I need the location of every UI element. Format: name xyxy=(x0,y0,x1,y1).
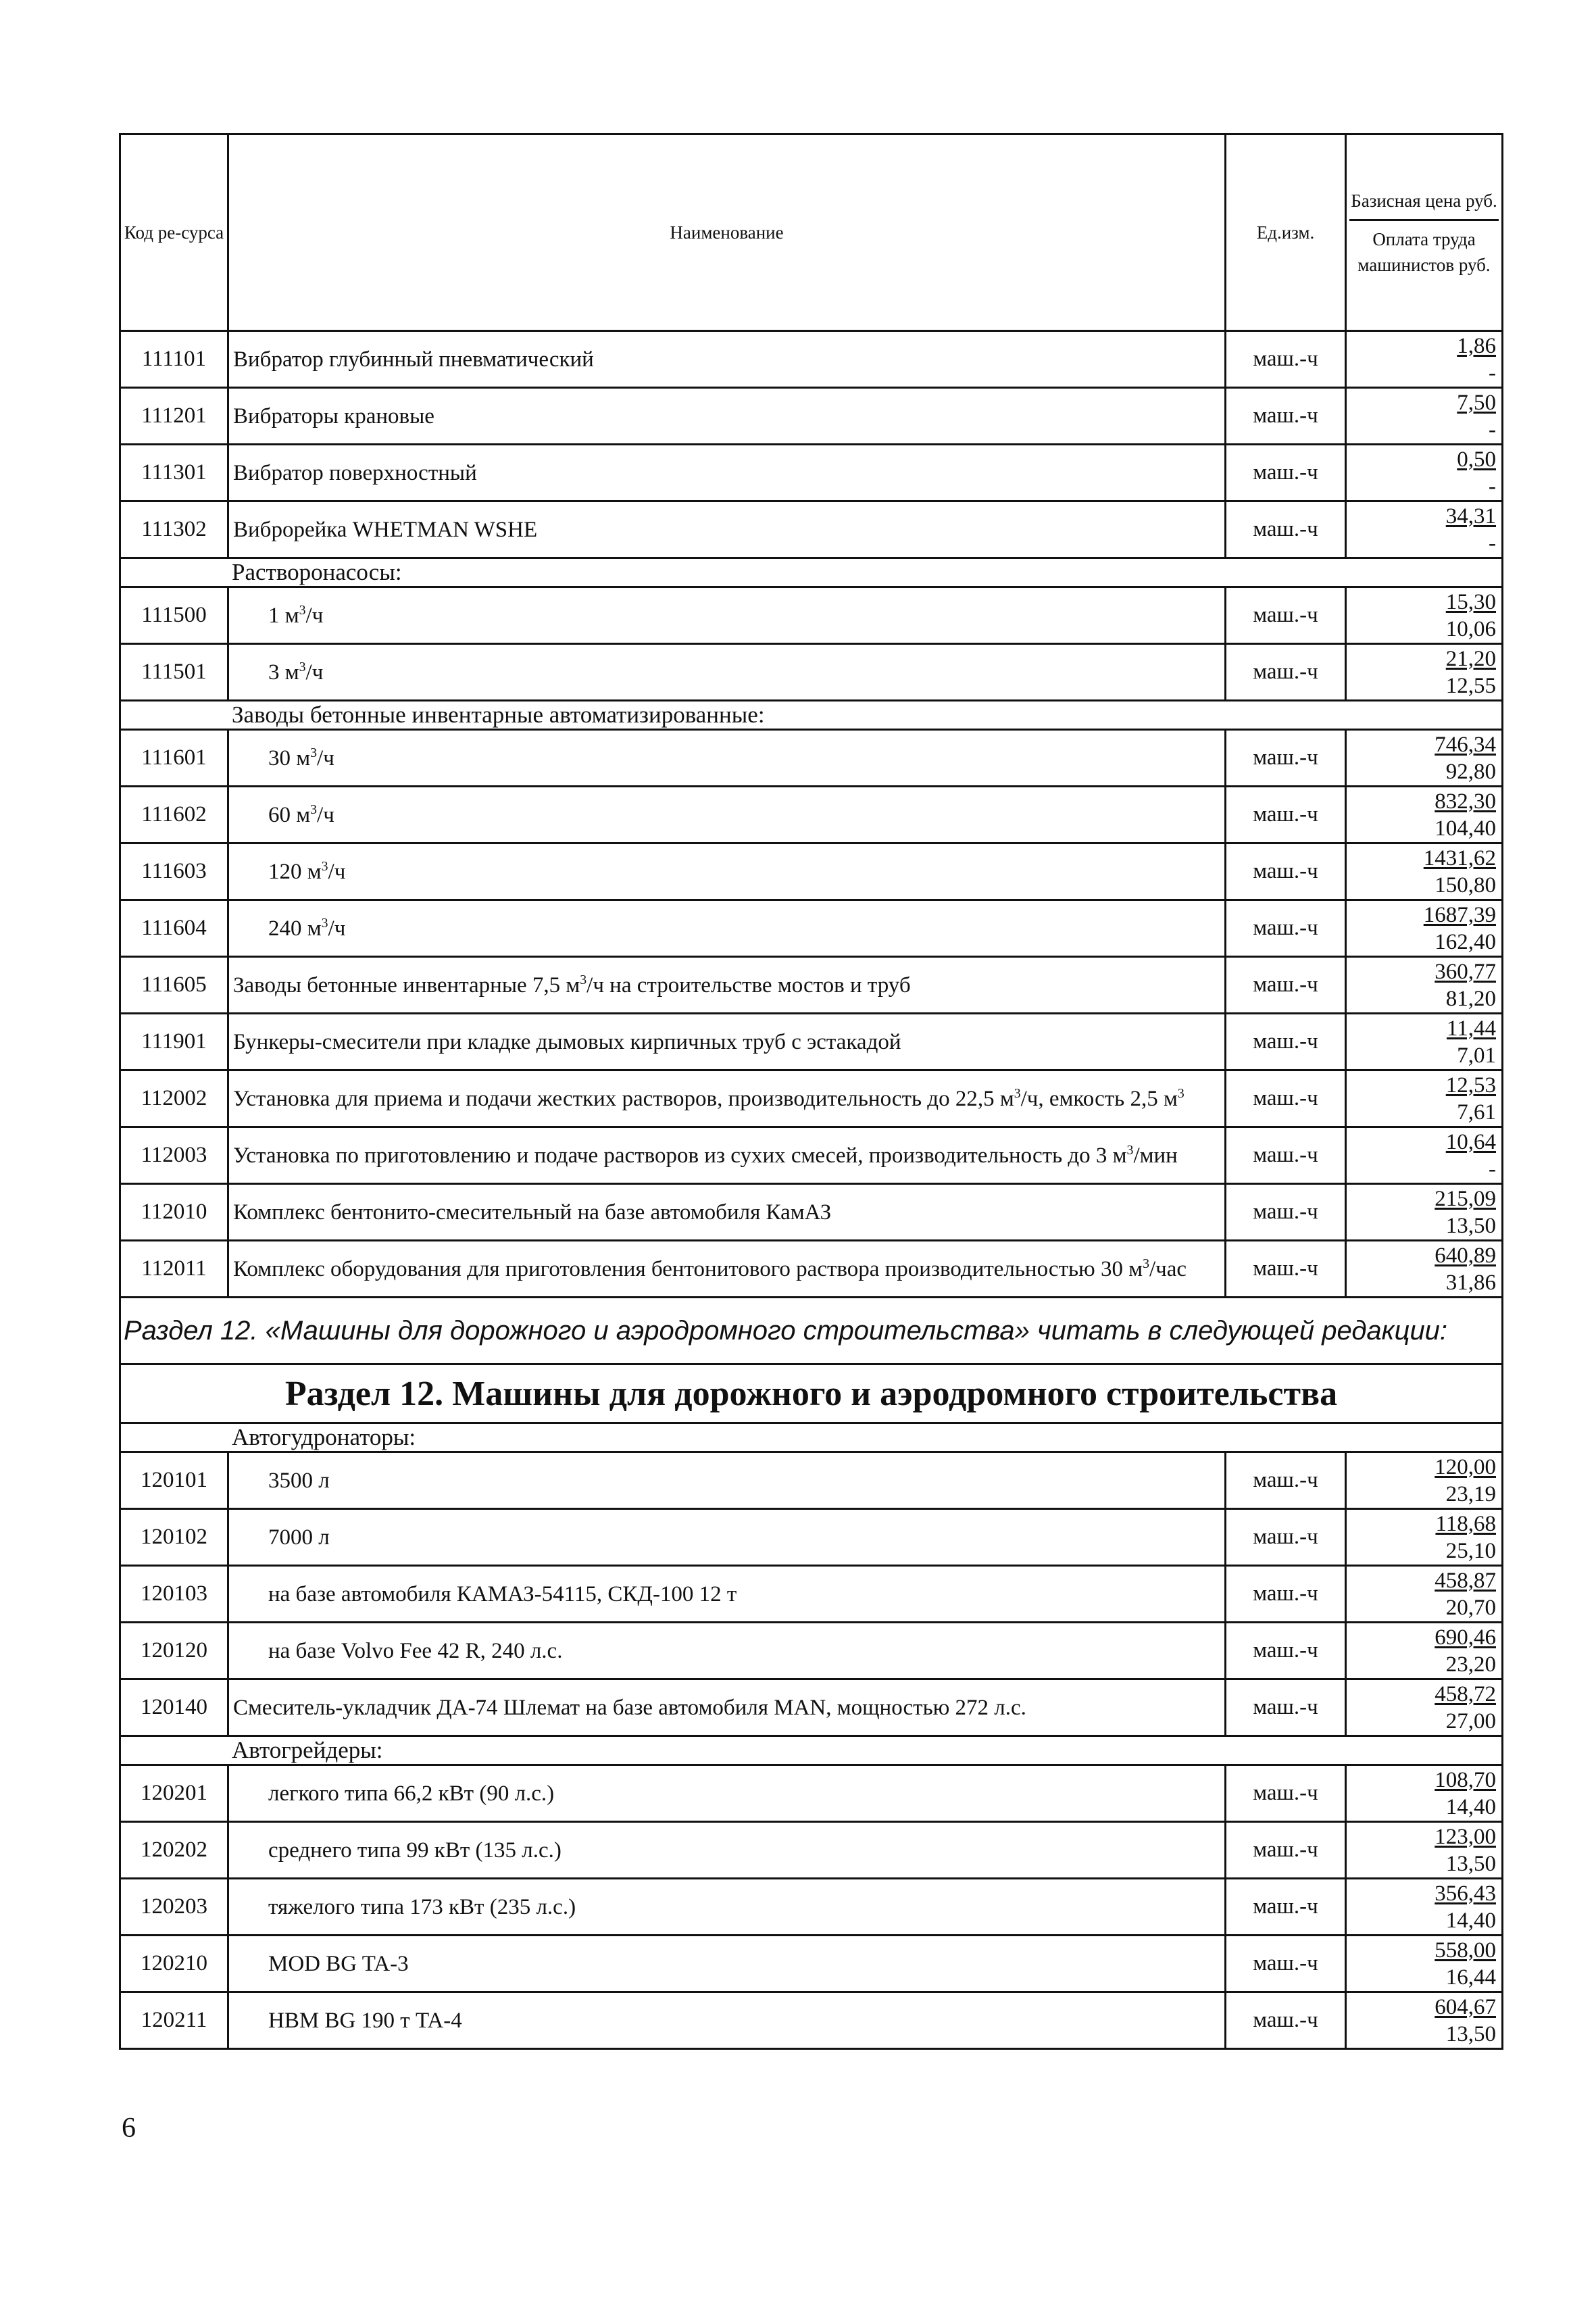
operator-labor-pay: 162,40 xyxy=(1435,929,1496,954)
resource-name: на базе автомобиля КАМАЗ-54115, СКД-100 12 т xyxy=(228,1566,1226,1623)
group-heading: Заводы бетонные инвентарные автоматизированные: xyxy=(120,701,1503,730)
base-price: 120,00 xyxy=(1435,1454,1496,1479)
resource-name: 30 $м^3/ч$ xyxy=(228,730,1226,787)
operator-labor-pay: - xyxy=(1489,417,1496,442)
price-cell xyxy=(1346,1679,1503,1736)
resource-code: 120211 xyxy=(120,1992,228,2049)
resource-code: 120120 xyxy=(120,1623,228,1679)
resource-code: 120203 xyxy=(120,1879,228,1936)
table-row xyxy=(120,1452,1503,1509)
resource-name: Заводы бетонные инвентарные 7,5 $м^3/ч$ на строительстве мостов и труб xyxy=(228,957,1226,1014)
base-price: 458,87 xyxy=(1435,1568,1496,1593)
operator-labor-pay: 23,20 xyxy=(1445,1652,1496,1677)
unit-of-measure: маш.-ч xyxy=(1226,1452,1346,1509)
resource-name: Комплекс бентонито-смесительный на базе автомобиля КамАЗ xyxy=(228,1184,1226,1241)
resource-code: 111602 xyxy=(120,787,228,843)
unit-of-measure: маш.-ч xyxy=(1226,1879,1346,1936)
base-price: 15,30 xyxy=(1445,589,1496,614)
price-cell xyxy=(1346,787,1503,843)
base-price: 360,77 xyxy=(1435,959,1496,984)
table-row xyxy=(120,1241,1503,1298)
header-labor-pay: Оплата труда машинистов руб. xyxy=(1357,228,1491,275)
price-cell xyxy=(1346,730,1503,787)
resource-name: MOD BG TA-3 xyxy=(228,1936,1226,1992)
resource-code: 120103 xyxy=(120,1566,228,1623)
group-heading: Автогудронаторы: xyxy=(120,1423,1503,1452)
resource-name: 3 $м^3/ч$ xyxy=(228,644,1226,701)
base-price: 7,50 xyxy=(1457,390,1496,415)
operator-labor-pay: 12,55 xyxy=(1445,673,1496,698)
price-cell xyxy=(1346,445,1503,501)
group-heading-row xyxy=(120,1423,1503,1452)
group-heading-row xyxy=(120,701,1503,730)
resource-name: Вибраторы крановые xyxy=(228,388,1226,445)
resource-name: Виброрейка WHETMAN WSHE xyxy=(228,501,1226,558)
base-price: 118,68 xyxy=(1435,1511,1496,1536)
unit-of-measure: маш.-ч xyxy=(1226,1509,1346,1566)
resource-code: 111500 xyxy=(120,587,228,644)
unit-of-measure: маш.-ч xyxy=(1226,787,1346,843)
resource-name: среднего типа 99 кВт (135 л.с.) xyxy=(228,1822,1226,1879)
resource-code: 111201 xyxy=(120,388,228,445)
table-row xyxy=(120,900,1503,957)
group-heading: Автогрейдеры: xyxy=(120,1736,1503,1765)
unit-of-measure: маш.-ч xyxy=(1226,957,1346,1014)
table-row xyxy=(120,1992,1503,2049)
base-price: 690,46 xyxy=(1435,1625,1496,1650)
operator-labor-pay: 13,50 xyxy=(1445,2021,1496,2046)
resource-code: 111302 xyxy=(120,501,228,558)
table-row xyxy=(120,1014,1503,1070)
table-row xyxy=(120,644,1503,701)
resource-name: Установка для приема и подачи жестких растворов, производительность до 22,5 $м^3/ч$, емкость 2,5 $м^3$ xyxy=(228,1070,1226,1127)
base-price: 832,30 xyxy=(1435,789,1496,814)
resource-code: 120140 xyxy=(120,1679,228,1736)
operator-labor-pay: 25,10 xyxy=(1445,1538,1496,1563)
unit-of-measure: маш.-ч xyxy=(1226,1184,1346,1241)
operator-labor-pay: 23,19 xyxy=(1445,1481,1496,1506)
unit-of-measure: маш.-ч xyxy=(1226,331,1346,388)
resource-name: 7000 л xyxy=(228,1509,1226,1566)
header-base-price: Базисная цена руб. xyxy=(1349,188,1499,221)
price-cell xyxy=(1346,957,1503,1014)
base-price: 21,20 xyxy=(1445,646,1496,671)
operator-labor-pay: 104,40 xyxy=(1435,816,1496,841)
resource-name: 120 $м^3/ч$ xyxy=(228,843,1226,900)
base-price: 0,50 xyxy=(1457,447,1496,472)
unit-of-measure: маш.-ч xyxy=(1226,1765,1346,1822)
price-cell xyxy=(1346,501,1503,558)
base-price: 458,72 xyxy=(1435,1681,1496,1706)
resource-code: 111301 xyxy=(120,445,228,501)
group-heading: Растворонасосы: xyxy=(120,558,1503,587)
operator-labor-pay: 14,40 xyxy=(1445,1908,1496,1933)
operator-labor-pay: - xyxy=(1489,531,1496,556)
operator-labor-pay: 14,40 xyxy=(1445,1794,1496,1819)
unit-of-measure: маш.-ч xyxy=(1226,587,1346,644)
resource-name: Комплекс оборудования для приготовления бентонитового раствора производительностью 30 $м^3$/час xyxy=(228,1241,1226,1298)
price-cell xyxy=(1346,1509,1503,1566)
unit-of-measure: маш.-ч xyxy=(1226,1992,1346,2049)
price-cell xyxy=(1346,1241,1503,1298)
operator-labor-pay: 31,86 xyxy=(1445,1270,1496,1295)
base-price: 604,67 xyxy=(1435,1994,1496,2019)
unit-of-measure: маш.-ч xyxy=(1226,1070,1346,1127)
amendment-note: Раздел 12. «Машины для дорожного и аэродромного строительства» читать в следующей редакции: xyxy=(120,1298,1503,1364)
table-row xyxy=(120,1679,1503,1736)
price-cell xyxy=(1346,1070,1503,1127)
resource-code: 111604 xyxy=(120,900,228,957)
resource-name: Бункеры-смесители при кладке дымовых кирпичных труб с эстакадой xyxy=(228,1014,1226,1070)
unit-of-measure: маш.-ч xyxy=(1226,843,1346,900)
operator-labor-pay: 81,20 xyxy=(1445,986,1496,1011)
resource-name: Смеситель-укладчик ДА-74 Шлемат на базе автомобиля MAN, мощностью 272 л.с. xyxy=(228,1679,1226,1736)
base-price: 34,31 xyxy=(1445,503,1496,528)
price-cell xyxy=(1346,644,1503,701)
resource-code: 112010 xyxy=(120,1184,228,1241)
table-row xyxy=(120,1070,1503,1127)
table-row xyxy=(120,730,1503,787)
table-row xyxy=(120,1879,1503,1936)
resource-name: тяжелого типа 173 кВт (235 л.с.) xyxy=(228,1879,1226,1936)
operator-labor-pay: 10,06 xyxy=(1445,616,1496,641)
resource-code: 111601 xyxy=(120,730,228,787)
unit-of-measure: маш.-ч xyxy=(1226,644,1346,701)
base-price: 11,44 xyxy=(1446,1016,1496,1041)
table-row xyxy=(120,445,1503,501)
price-cell xyxy=(1346,843,1503,900)
price-cell xyxy=(1346,900,1503,957)
unit-of-measure: маш.-ч xyxy=(1226,1127,1346,1184)
base-price: 746,34 xyxy=(1435,732,1496,757)
resource-name: 240 $м^3/ч$ xyxy=(228,900,1226,957)
header-code: Код ре-сурса xyxy=(120,134,228,331)
price-cell xyxy=(1346,388,1503,445)
table-row xyxy=(120,1765,1503,1822)
resource-name: легкого типа 66,2 кВт (90 л.с.) xyxy=(228,1765,1226,1822)
price-cell xyxy=(1346,1566,1503,1623)
resource-code: 120210 xyxy=(120,1936,228,1992)
price-cell xyxy=(1346,1184,1503,1241)
operator-labor-pay: 13,50 xyxy=(1445,1851,1496,1876)
base-price: 640,89 xyxy=(1435,1243,1496,1268)
unit-of-measure: маш.-ч xyxy=(1226,1623,1346,1679)
price-cell xyxy=(1346,1765,1503,1822)
resource-code: 112003 xyxy=(120,1127,228,1184)
resource-code: 120201 xyxy=(120,1765,228,1822)
price-cell xyxy=(1346,331,1503,388)
table-row xyxy=(120,501,1503,558)
amendment-note-row xyxy=(120,1298,1503,1364)
table-row xyxy=(120,1822,1503,1879)
operator-labor-pay: - xyxy=(1489,474,1496,499)
resource-code: 111901 xyxy=(120,1014,228,1070)
base-price: 123,00 xyxy=(1435,1824,1496,1849)
resource-name: 1 $м^3/ч$ xyxy=(228,587,1226,644)
operator-labor-pay: 7,01 xyxy=(1457,1043,1496,1068)
operator-labor-pay: - xyxy=(1489,360,1496,385)
resource-name: Установка по приготовлению и подаче растворов из сухих смесей, производительность до 3 $м^3$/мин xyxy=(228,1127,1226,1184)
operator-labor-pay: 27,00 xyxy=(1445,1708,1496,1733)
resource-name: на базе Volvo Fee 42 R, 240 л.с. xyxy=(228,1623,1226,1679)
operator-labor-pay: 92,80 xyxy=(1445,759,1496,784)
base-price: 215,09 xyxy=(1435,1186,1496,1211)
group-heading-row xyxy=(120,1736,1503,1765)
table-row xyxy=(120,1509,1503,1566)
price-cell xyxy=(1346,1822,1503,1879)
resource-name: HBM BG 190 т TA-4 xyxy=(228,1992,1226,2049)
unit-of-measure: маш.-ч xyxy=(1226,730,1346,787)
operator-labor-pay: 20,70 xyxy=(1445,1595,1496,1620)
unit-of-measure: маш.-ч xyxy=(1226,1014,1346,1070)
resource-code: 111605 xyxy=(120,957,228,1014)
operator-labor-pay: 7,61 xyxy=(1457,1100,1496,1125)
base-price: 108,70 xyxy=(1435,1767,1496,1792)
resource-code: 112011 xyxy=(120,1241,228,1298)
base-price: 1,86 xyxy=(1457,333,1496,358)
operator-labor-pay: 150,80 xyxy=(1435,872,1496,897)
page-number: 6 xyxy=(122,2113,136,2144)
unit-of-measure: маш.-ч xyxy=(1226,445,1346,501)
base-price: 1687,39 xyxy=(1423,902,1496,927)
table-row xyxy=(120,1127,1503,1184)
unit-of-measure: маш.-ч xyxy=(1226,1936,1346,1992)
base-price: 356,43 xyxy=(1435,1881,1496,1906)
table-header-row xyxy=(120,134,1503,331)
base-price: 12,53 xyxy=(1445,1073,1496,1098)
resource-code: 111603 xyxy=(120,843,228,900)
section-title-row xyxy=(120,1364,1503,1423)
operator-labor-pay: - xyxy=(1489,1156,1496,1181)
unit-of-measure: маш.-ч xyxy=(1226,1679,1346,1736)
resource-code: 111501 xyxy=(120,644,228,701)
resource-name: 3500 л xyxy=(228,1452,1226,1509)
header-name: Наименование xyxy=(228,134,1226,331)
table-row xyxy=(120,843,1503,900)
header-unit: Ед.изм. xyxy=(1226,134,1346,331)
section-title: Раздел 12. Машины для дорожного и аэродромного строительства xyxy=(120,1364,1503,1423)
unit-of-measure: маш.-ч xyxy=(1226,1566,1346,1623)
price-cell xyxy=(1346,1879,1503,1936)
table-row xyxy=(120,1623,1503,1679)
table-row xyxy=(120,388,1503,445)
header-price xyxy=(1346,134,1503,331)
unit-of-measure: маш.-ч xyxy=(1226,900,1346,957)
resource-code: 120102 xyxy=(120,1509,228,1566)
price-cell xyxy=(1346,1623,1503,1679)
table-row xyxy=(120,1566,1503,1623)
table-row xyxy=(120,1184,1503,1241)
table-row xyxy=(120,587,1503,644)
price-cell xyxy=(1346,1452,1503,1509)
price-cell xyxy=(1346,1127,1503,1184)
price-cell xyxy=(1346,1992,1503,2049)
base-price: 10,64 xyxy=(1445,1129,1496,1154)
table-row xyxy=(120,1936,1503,1992)
unit-of-measure: маш.-ч xyxy=(1226,1822,1346,1879)
resource-code: 111101 xyxy=(120,331,228,388)
resource-code: 120101 xyxy=(120,1452,228,1509)
table-row xyxy=(120,787,1503,843)
table-row xyxy=(120,331,1503,388)
resource-price-table xyxy=(119,133,1503,2050)
price-cell xyxy=(1346,1014,1503,1070)
operator-labor-pay: 13,50 xyxy=(1445,1213,1496,1238)
unit-of-measure: маш.-ч xyxy=(1226,501,1346,558)
unit-of-measure: маш.-ч xyxy=(1226,1241,1346,1298)
unit-of-measure: маш.-ч xyxy=(1226,388,1346,445)
resource-code: 120202 xyxy=(120,1822,228,1879)
base-price: 558,00 xyxy=(1435,1938,1496,1963)
operator-labor-pay: 16,44 xyxy=(1445,1965,1496,1990)
resource-name: Вибратор глубинный пневматический xyxy=(228,331,1226,388)
resource-name: 60 $м^3/ч$ xyxy=(228,787,1226,843)
table-row xyxy=(120,957,1503,1014)
price-cell xyxy=(1346,1936,1503,1992)
base-price: 1431,62 xyxy=(1423,845,1496,870)
resource-name: Вибратор поверхностный xyxy=(228,445,1226,501)
price-cell xyxy=(1346,587,1503,644)
group-heading-row xyxy=(120,558,1503,587)
resource-code: 112002 xyxy=(120,1070,228,1127)
